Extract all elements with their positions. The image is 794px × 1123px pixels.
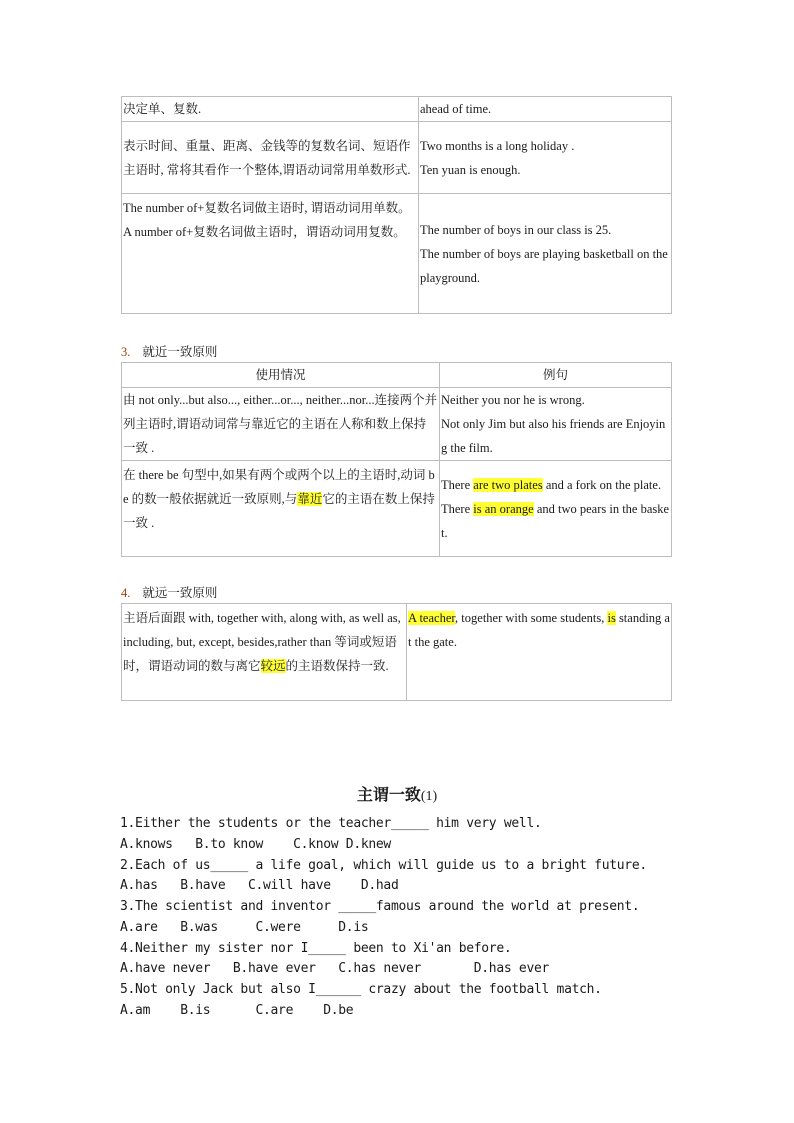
rule-text: 在 there be 句型中,如果有两个或两个以上的主语时,动词 be 的数一般依据就近一致原则,与 [123, 468, 435, 506]
rule-text: 的主语数保持一致. [285, 659, 389, 673]
example-text: There [441, 477, 474, 492]
table-row [122, 97, 672, 122]
example-line: The number of boys are playing basketball on the playground. [420, 246, 668, 285]
example-text: and two pears in the basket. [441, 501, 670, 540]
rule-text: 它的主语在数上保持一致 . [123, 492, 435, 530]
example-text: and a fork on the plate. [542, 477, 662, 492]
example-text: standing at the gate. [408, 611, 670, 649]
question-1-options: A.knows B.to know C.know D.knew [120, 837, 391, 852]
table-row [122, 194, 672, 314]
question-2: 2.Each of us_____ a life goal, which will guide us to a bright future. [120, 858, 647, 873]
rule-text: 主语后面跟 with, together with, along with, as well as, including, but, except, besides,rather than 等词或短语时，谓语动词的数与离它 [123, 611, 401, 673]
table-cell [122, 194, 419, 314]
example-line [441, 473, 670, 497]
proximity-rule-table [121, 362, 672, 557]
highlighted-text: A teacher [408, 611, 456, 625]
table-cell: 由 not only...but also..., either...or..., neither...nor...连接两个并列主语时,谓语动词常与靠近它的主语在人称和数上保持一致 . [122, 388, 440, 461]
quiz-title-text: 主谓一致 [356, 787, 421, 804]
table-row [122, 604, 672, 701]
table-row [122, 461, 672, 557]
highlighted-text: 靠近 [297, 492, 323, 506]
section-number: 3. [121, 345, 131, 359]
example-text: , together with some students, [455, 611, 608, 625]
section-title: 就远一致原则 [142, 586, 218, 600]
example-line: Neither you nor he is wrong. [441, 393, 585, 407]
table-row [122, 388, 672, 461]
example-line: Ten yuan is enough. [420, 162, 521, 177]
table-cell [122, 461, 440, 557]
question-3: 3.The scientist and inventor _____famous around the world at present. [120, 899, 640, 914]
question-5-options: A.am B.is C.are D.be [120, 1003, 354, 1018]
highlighted-text: is an orange [473, 501, 534, 516]
highlighted-text: are two plates [473, 477, 543, 492]
table-cell: 表示时间、重量、距离、金钱等的复数名词、短语作 主语时, 常将其看作一个整体,谓语动词常用单数形式. [122, 122, 419, 194]
table-header-row [122, 363, 672, 388]
table-cell [440, 461, 672, 557]
table-cell [419, 122, 672, 194]
rule-text: A number of+复数名词做主语时，谓语动词用复数。 [123, 225, 406, 239]
highlighted-text: 较远 [260, 659, 286, 673]
table-cell [122, 604, 407, 701]
rules-table-continued [121, 96, 672, 314]
question-2-options: A.has B.have C.will have D.had [120, 878, 399, 893]
rule-text: The number of+复数名词做主语时, 谓语动词用单数。 [123, 201, 411, 215]
example-line [441, 497, 670, 545]
highlighted-text: is [607, 611, 616, 625]
table-cell: 决定单、复数. [122, 97, 419, 122]
distance-rule-table [121, 603, 672, 701]
table-cell [440, 388, 672, 461]
question-5: 5.Not only Jack but also I______ crazy about the football match. [120, 982, 602, 997]
table-cell [407, 604, 672, 701]
quiz-title-suffix: (1) [420, 789, 438, 804]
quiz-title [0, 782, 794, 805]
example-line: Two months is a long holiday . [420, 138, 575, 153]
section-title: 就近一致原则 [142, 345, 218, 359]
section-4-heading [121, 585, 217, 601]
section-3-heading [121, 344, 217, 360]
table-cell [419, 194, 672, 314]
question-4: 4.Neither my sister nor I_____ been to Xi'an before. [120, 941, 512, 956]
question-3-options: A.are B.was C.were D.is [120, 920, 369, 935]
column-header: 使用情况 [122, 363, 440, 388]
question-1: 1.Either the students or the teacher_____ him very well. [120, 816, 542, 831]
column-header: 例句 [440, 363, 672, 388]
question-4-options: A.have never B.have ever C.has never D.has ever [120, 961, 550, 976]
example-text: There [441, 501, 474, 516]
example-line: Not only Jim but also his friends are Enjoying the film. [441, 417, 666, 455]
section-number: 4. [121, 586, 131, 600]
example-line: The number of boys in our class is 25. [420, 222, 612, 237]
table-row [122, 122, 672, 194]
table-cell: ahead of time. [419, 97, 672, 122]
